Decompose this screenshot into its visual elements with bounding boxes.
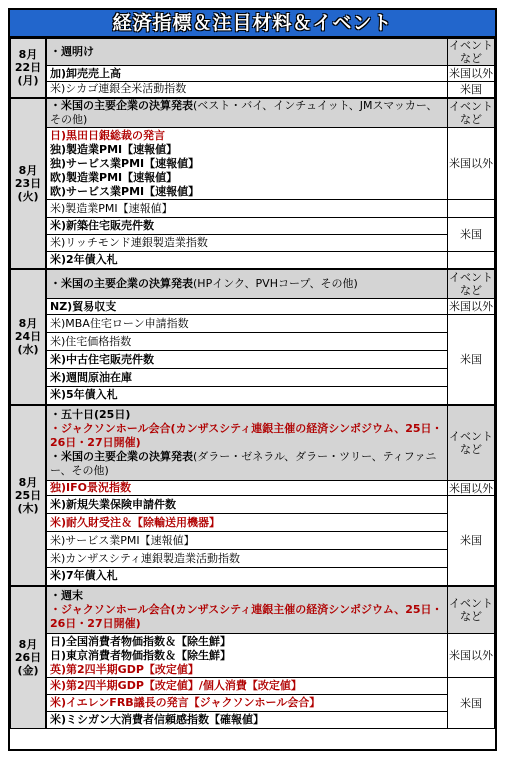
item-text: 米)2年債入札 (50, 252, 118, 266)
item-cell (46, 405, 448, 481)
item-cell (46, 712, 448, 729)
category-cell: イベント など (448, 269, 495, 299)
item-cell (46, 82, 448, 98)
item-text: 米)新築住宅販売件数 (50, 219, 155, 232)
item-text: 米)7年債入札 (50, 569, 118, 583)
item-cell (46, 315, 448, 333)
item-cell (46, 252, 448, 269)
table-row (11, 405, 495, 481)
item-text: 欧)サービス業PMI【速報値】 (50, 184, 200, 198)
table-row (11, 82, 495, 98)
item-cell (46, 66, 448, 82)
item-text: 英)第2四半期GDP【改定値】 (50, 662, 199, 676)
item-cell (46, 333, 448, 351)
item-cell (46, 218, 448, 235)
item-cell (46, 568, 448, 586)
item-cell (46, 39, 448, 66)
item-text: 米)リッチモンド連銀製造業指数 (50, 236, 208, 249)
category-cell: 米国 (448, 82, 495, 98)
category-cell (448, 200, 495, 218)
category-cell: 米国以外 (449, 300, 493, 313)
schedule-table (10, 38, 495, 729)
category-cell: 米国以外 (448, 634, 495, 678)
category-cell: 米国以外 (448, 128, 495, 200)
date-cell: 8月 24日 (水) (11, 269, 47, 405)
table-row (11, 98, 495, 128)
category-cell: イベント など (448, 586, 495, 634)
item-text: 欧)製造業PMI【速報値】 (50, 170, 178, 184)
item-cell (46, 235, 448, 252)
page-title: 経済指標＆注目材料＆イベント (10, 10, 495, 38)
item-cell (46, 678, 448, 695)
item-text: ・五十日(25日) (50, 407, 131, 421)
table-row (11, 532, 495, 550)
item-text: 米)住宅価格指数 (50, 334, 132, 348)
table-row (11, 269, 495, 299)
table-row (11, 712, 495, 729)
item-cell (46, 586, 448, 634)
item-text: 米)カンザスシティ連銀製造業活動指数 (50, 551, 240, 565)
item-text: 加)卸売売上高 (50, 66, 122, 80)
item-text: 米)第2四半期GDP【改定値】/個人消費【改定値】 (50, 679, 302, 692)
item-text: 米)新規失業保険申請件数 (50, 497, 177, 511)
item-text: 米)耐久財受注＆【除輸送用機器】 (50, 515, 221, 529)
item-cell (46, 387, 448, 405)
category-cell: 米国以外 (449, 67, 493, 80)
item-text: ・週明け (50, 45, 94, 58)
table-row (11, 315, 495, 333)
item-text: ・ジャクソンホール会合(カンザスシティ連銀主催の経済シンポジウム、25日・26日・27日開催) (50, 421, 443, 449)
item-cell (46, 200, 448, 218)
item-text: 日)黒田日銀総裁の発言 (50, 128, 166, 142)
item-text: 独)製造業PMI【速報値】 (50, 142, 178, 156)
date-cell: 8月 23日 (火) (11, 98, 47, 269)
item-text: 米)5年債入札 (50, 388, 118, 402)
table-row (11, 200, 495, 218)
item-text: ・米国の主要企業の決算発表(ダラー・ゼネラル、ダラー・ツリー、ティファニー、その他) (50, 449, 437, 477)
category-cell: 米国 (448, 496, 495, 586)
item-cell (46, 496, 448, 514)
table-row (11, 369, 495, 387)
table-row (11, 550, 495, 568)
date-cell: 8月 22日 (月) (11, 39, 47, 98)
item-text: ・米国の主要企業の決算発表(HPインク、PVHコープ、その他) (50, 276, 358, 290)
item-cell (46, 369, 448, 387)
item-cell (46, 128, 448, 200)
category-cell (448, 252, 495, 269)
category-cell: 米国 (448, 315, 495, 405)
table-row (11, 235, 495, 252)
table-row (11, 299, 495, 315)
item-text: NZ)貿易収支 (50, 299, 117, 313)
category-cell: イベント など (448, 405, 495, 481)
table-row (11, 333, 495, 351)
table-row (11, 586, 495, 634)
item-text: 日)全国消費者物価指数＆【除生鮮】 (50, 634, 232, 648)
item-cell (46, 550, 448, 568)
item-text: 米)製造業PMI【速報値】 (50, 201, 173, 215)
item-cell (46, 269, 448, 299)
category-cell: イベント など (448, 98, 495, 128)
table-row (11, 514, 495, 532)
item-text: 米)週間原油在庫 (50, 370, 133, 384)
table-row (11, 634, 495, 678)
table-row (11, 39, 495, 66)
category-cell: 米国 (448, 678, 495, 729)
item-text: 米)シカゴ連銀全米活動指数 (50, 82, 187, 96)
item-cell (46, 532, 448, 550)
category-cell: イベント など (449, 39, 493, 65)
item-cell (46, 481, 448, 496)
item-text: ・ジャクソンホール会合(カンザスシティ連銀主催の経済シンポジウム、25日・26日・27日開催) (50, 602, 443, 630)
schedule-frame (8, 8, 497, 751)
table-row (11, 496, 495, 514)
table-row (11, 351, 495, 369)
item-cell (46, 514, 448, 532)
table-row (11, 66, 495, 82)
item-text: ・週末 (50, 588, 83, 602)
item-cell (46, 98, 448, 128)
table-row (11, 568, 495, 586)
item-text: ・米国の主要企業の決算発表(ベスト・バイ、インチュイット、JMスマッカー、その他) (50, 98, 438, 126)
item-text: 米)ミシガン大消費者信頼感指数【確報値】 (50, 713, 265, 726)
table-row (11, 218, 495, 235)
category-cell: 米国 (448, 218, 495, 252)
item-cell (46, 634, 448, 678)
item-text: 独)サービス業PMI【速報値】 (50, 156, 200, 170)
table-row (11, 678, 495, 695)
item-text: 日)東京消費者物価指数＆【除生鮮】 (50, 648, 232, 662)
table-row (11, 695, 495, 712)
item-text: 米)イエレンFRB議長の発言【ジャクソンホール会合】 (50, 696, 321, 709)
item-cell (46, 299, 448, 315)
table-row (11, 252, 495, 269)
date-cell: 8月 26日 (金) (11, 586, 47, 729)
item-text: 独)IFO景況指数 (50, 481, 131, 494)
table-row (11, 128, 495, 200)
table-row (11, 481, 495, 496)
table-row (11, 387, 495, 405)
date-cell: 8月 25日 (木) (11, 405, 47, 586)
item-text: 米)サービス業PMI【速報値】 (50, 533, 195, 547)
item-text: 米)MBA住宅ローン申請指数 (50, 316, 189, 330)
item-cell (46, 695, 448, 712)
category-cell: 米国以外 (449, 481, 493, 495)
item-cell (46, 351, 448, 369)
item-text: 米)中古住宅販売件数 (50, 352, 155, 366)
